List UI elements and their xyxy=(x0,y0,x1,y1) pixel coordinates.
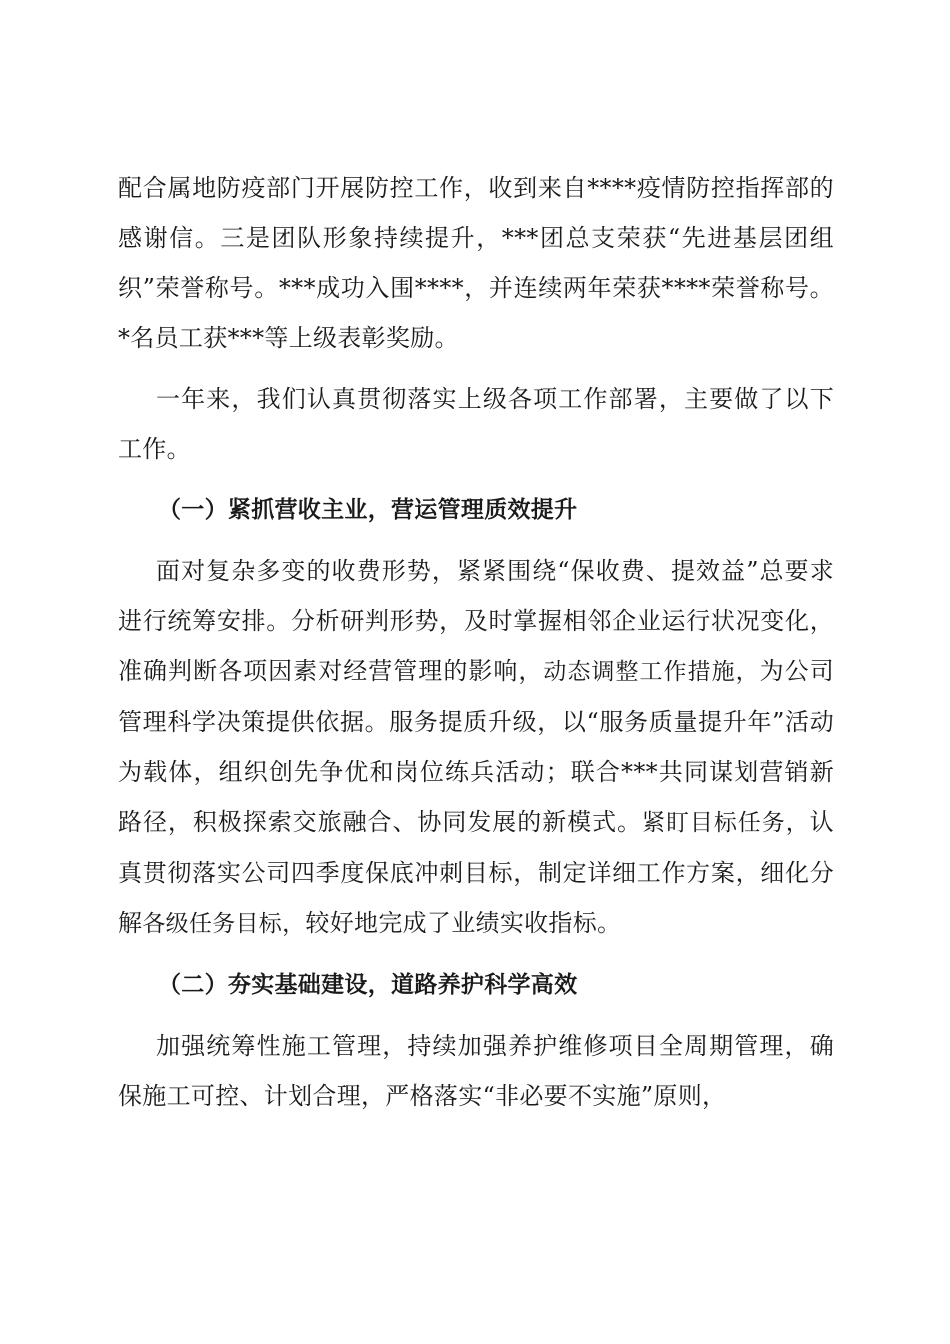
revenue-text-part-4: 较好地完成了业绩实收指标。 xyxy=(305,909,622,937)
revenue-text-emphasis-targets: 紧盯目标任务， xyxy=(642,810,810,836)
paragraph-revenue-operations xyxy=(118,546,834,949)
revenue-text-part-2: 为公司管理科学决策提供依据。服务提质升级，以“服务质量提升年”活动为载体，组织创先争优和岗位练兵活动；联合***共同谋划营销新路径，积极探索交旅融合、协同发展的新模式。 xyxy=(118,657,835,836)
section-heading-revenue: （一）紧抓营收主业，营运管理质效提升 xyxy=(158,497,578,523)
revenue-text-part-3: 认真贯彻落实公司四季度保底冲刺目标，制定详细工作方案，细化分解 xyxy=(118,808,834,937)
revenue-text-emphasis-adjust: 动态调整工作措施， xyxy=(543,659,760,685)
document-body xyxy=(118,163,834,1121)
paragraph-year-summary: 一年来，我们认真贯彻落实上级各项工作部署，主要做了以下工作。 xyxy=(118,385,834,463)
revenue-text-part-1: 面对复杂多变的收费形势，紧紧围绕“保收费、提效益”总要求进行统筹安排。分析研判形势，及时掌握相邻企业运行状况变化，准确判断各项因素对经营管理的影响， xyxy=(118,557,834,685)
paragraph-epidemic-honors: 配合属地防疫部门开展防控工作，收到来自****疫情防控指挥部的感谢信。三是团队形象持续提升，***团总支荣获“先进基层团组织”荣誉称号。***成功入围****，并连续两年荣获****荣誉称号。*名员工获***等上级表彰奖励。 xyxy=(118,174,834,352)
revenue-text-emphasis-tasks: 各级任务目标， xyxy=(142,911,306,937)
paragraph-construction-management: 加强统筹性施工管理，持续加强养护维修项目全周期管理，确保施工可控、计划合理，严格落实“非必要不实施”原则， xyxy=(118,1032,834,1110)
section-heading-infrastructure: （二）夯实基础建设，道路养护科学高效 xyxy=(158,972,578,998)
